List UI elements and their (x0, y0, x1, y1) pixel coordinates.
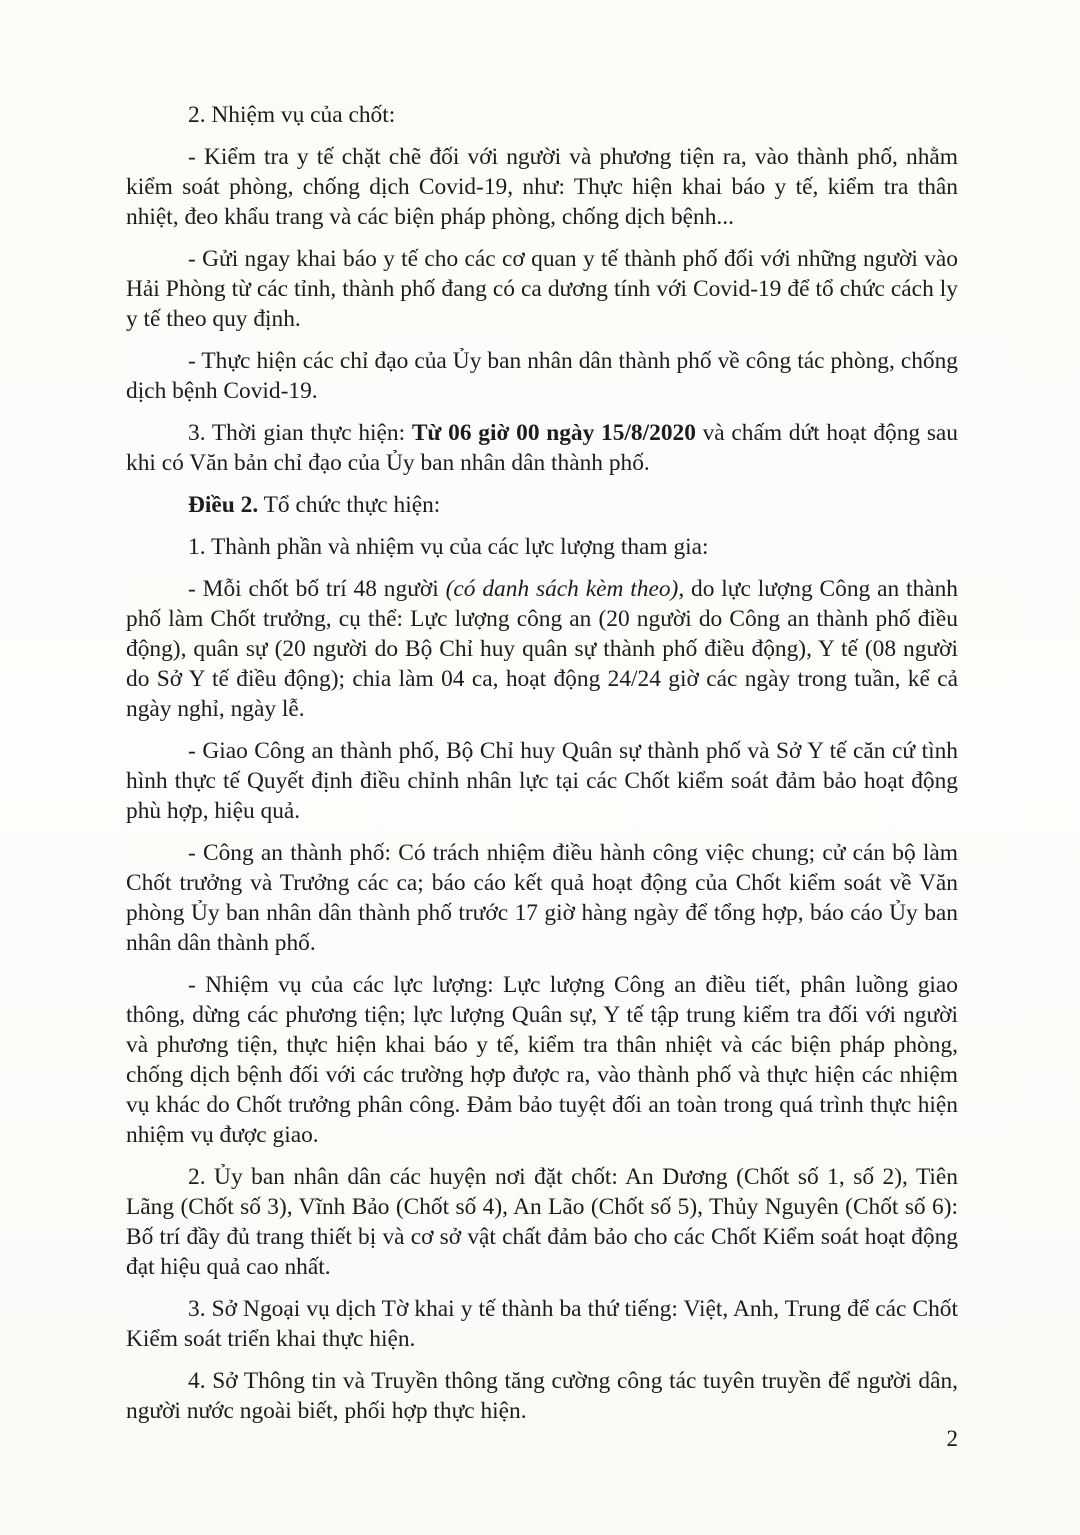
paragraph-assign-adjustment: - Giao Công an thành phố, Bộ Chỉ huy Quân sự thành phố và Sở Y tế căn cứ tình hình thực tế Quyết định điều chỉnh nhân lực tại các Chốt kiểm soát đảm bảo hoạt động phù hợp, hiệu quả. (126, 738, 958, 824)
paragraph-police-responsibility: - Công an thành phố: Có trách nhiệm điều hành công việc chung; cử cán bộ làm Chốt trưởng và Trưởng các ca; báo cáo kết quả hoạt động của Chốt kiểm soát về Văn phòng Ủy ban nhân dân thành phố trước 17 giờ hàng ngày để tổng hợp, báo cáo Ủy ban nhân dân thành phố. (126, 840, 958, 956)
paragraph-forces-composition: 1. Thành phần và nhiệm vụ của các lực lượng tham gia: (188, 534, 709, 560)
paragraph-foreign-affairs: 3. Sở Ngoại vụ dịch Tờ khai y tế thành ba thứ tiếng: Việt, Anh, Trung để các Chốt Kiểm soát triển khai thực hiện. (126, 1296, 958, 1352)
paragraph-implementation-time (126, 418, 958, 478)
time-tail-text: và chấm dứt hoạt động sau khi có Văn bản chỉ đạo của Ủy ban nhân dân thành phố. (126, 420, 959, 476)
paragraph-duty-heading: 2. Nhiệm vụ của chốt: (188, 102, 396, 128)
paragraph-district-committees: 2. Ủy ban nhân dân các huyện nơi đặt chốt: An Dương (Chốt số 1, số 2), Tiên Lãng (Chốt số 3), Vĩnh Bảo (Chốt số 4), An Lão (Chốt số 5), Thủy Nguyên (Chốt số 6): Bố trí đầy đủ trang thiết bị và cơ sở vật chất đảm bảo cho các Chốt Kiểm soát hoạt động đạt hiệu quả cao nhất. (126, 1164, 958, 1280)
page-number: 2 (946, 1426, 958, 1451)
paragraph-send-declaration: - Gửi ngay khai báo y tế cho các cơ quan y tế thành phố đối với những người vào Hải Phòng từ các tỉnh, thành phố đang có ca dương tính với Covid-19 để tổ chức cách ly y tế theo quy định. (126, 246, 958, 332)
paragraph-checkpoint-staffing (126, 574, 958, 724)
paragraph-follow-directives: - Thực hiện các chỉ đạo của Ủy ban nhân dân thành phố về công tác phòng, chống dịch bệnh Covid-19. (126, 348, 958, 404)
staffing-lead-text: - Mỗi chốt bố trí 48 người (188, 576, 446, 602)
paragraph-forces-duties: - Nhiệm vụ của các lực lượng: Lực lượng Công an điều tiết, phân luồng giao thông, dừng các phương tiện; lực lượng Quân sự, Y tế tập trung kiểm tra đối với người và phương tiện, thực hiện khai báo y tế, kiểm tra thân nhiệt và các biện pháp phòng, chống dịch bệnh đối với các trường hợp được ra, vào thành phố và thực hiện các nhiệm vụ khác do Chốt trưởng phân công. Đảm bảo tuyệt đối an toàn trong quá trình thực hiện nhiệm vụ được giao. (126, 972, 958, 1148)
staffing-tail-text: , do lực lượng Công an thành phố làm Chốt trưởng, cụ thể: Lực lượng công an (20 người do Công an thành phố điều động), quân sự (20 người do Bộ Chỉ huy quân sự thành phố điều động), Y tế (08 người do Sở Y tế điều động); chia làm 04 ca, hoạt động 24/24 giờ các ngày trong tuần, kể cả ngày nghỉ, ngày lễ. (126, 576, 958, 722)
time-lead-text: 3. Thời gian thực hiện: (188, 420, 412, 446)
article-2-label: Điều 2. (188, 492, 259, 518)
paragraph-medical-check: - Kiểm tra y tế chặt chẽ đối với người và phương tiện ra, vào thành phố, nhằm kiểm soát phòng, chống dịch Covid-19, như: Thực hiện khai báo y tế, kiểm tra thân nhiệt, đeo khẩu trang và các biện pháp phòng, chống dịch bệnh... (126, 144, 958, 230)
paragraph-information-communication: 4. Sở Thông tin và Truyền thông tăng cường công tác tuyên truyền để người dân, người nước ngoài biết, phối hợp thực hiện. (126, 1368, 958, 1424)
time-bold-text: Từ 06 giờ 00 ngày 15/8/2020 (411, 420, 696, 446)
staffing-italic-text: (có danh sách kèm theo) (445, 576, 679, 602)
article-2-heading (126, 490, 958, 520)
article-2-title: Tổ chức thực hiện: (258, 492, 441, 518)
